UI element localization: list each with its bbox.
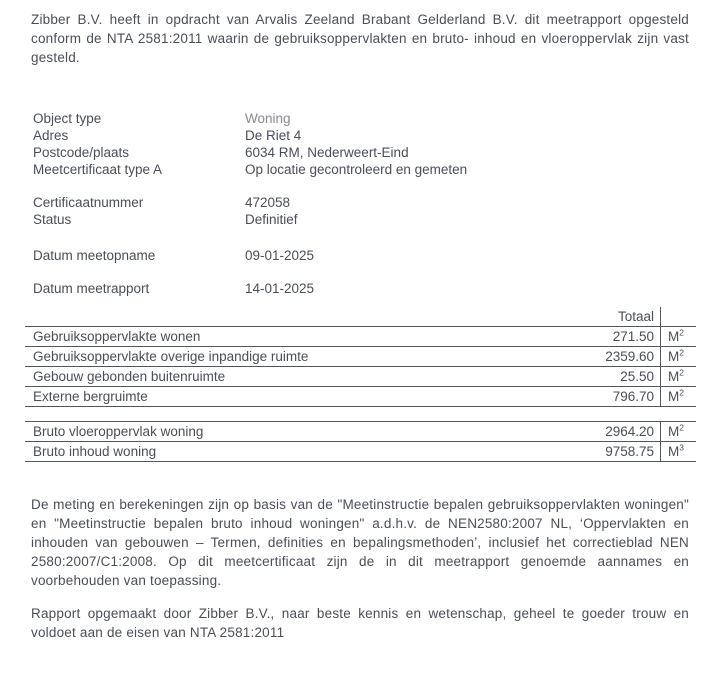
table-row	[25, 421, 696, 442]
detail-row-meetopname	[33, 247, 689, 264]
detail-value: Woning	[245, 111, 291, 126]
detail-value: 14-01-2025	[245, 281, 315, 296]
table-row	[25, 347, 696, 367]
detail-row-status	[33, 211, 689, 228]
detail-row-adres	[33, 127, 689, 144]
detail-row-certificaatnummer	[33, 194, 689, 211]
row-label: Gebouw gebonden buitenruimte	[33, 369, 226, 384]
row-value: 796.70	[612, 389, 654, 404]
row-value: 2964.20	[605, 424, 654, 439]
totaal-header: Totaal	[617, 309, 654, 324]
table-row	[25, 442, 696, 462]
row-unit: $M^3$	[660, 442, 696, 461]
row-value: 25.50	[620, 369, 654, 384]
row-unit: $M^2$	[660, 367, 696, 386]
detail-value: Op locatie gecontroleerd en gemeten	[245, 162, 468, 177]
detail-value: Definitief	[245, 212, 298, 227]
row-unit: $M^2$	[660, 347, 696, 366]
row-value: 271.50	[612, 329, 654, 344]
detail-value: 472058	[245, 195, 291, 210]
row-unit: $M^2$	[660, 422, 696, 441]
detail-value: 09-01-2025	[245, 248, 315, 263]
date-meetopname	[33, 247, 689, 264]
detail-label: Certificaatnummer	[33, 195, 144, 210]
certificate-details	[33, 194, 689, 228]
row-label: Bruto vloeroppervlak woning	[33, 424, 204, 439]
date-meetrapport	[33, 280, 689, 297]
method-paragraph: De meting en berekeningen zijn op basis van de "Meetinstructie bepalen gebruiksoppervlakten woningen" en "Meetinstructie bepalen bruto inhoud woningen" a.d.h.v. de NEN2580:2007 NL, ‘Oppervlakten en inhouden van gebouwen – Termen, definities en bepalingsmethoden’, inclusief het correctieblad NEN 2580:2007/C1:2008. Op dit meetcertificaat zijn de in dit meetrapport genoemde aannames en voorbehouden van toepassing.	[31, 497, 689, 588]
object-details	[33, 110, 689, 178]
detail-row-meetcertificaat	[33, 161, 689, 178]
row-unit: $M^2$	[660, 387, 696, 406]
table-row	[25, 387, 696, 407]
unit-header	[660, 307, 696, 326]
detail-label: Status	[33, 212, 72, 227]
row-unit: $M^2$	[660, 327, 696, 346]
row-value: 9758.75	[605, 444, 654, 459]
row-label: Gebruiksoppervlakte overige inpandige ruimte	[33, 349, 309, 364]
closing-paragraph: Rapport opgemaakt door Zibber B.V., naar beste kennis en wetenschap, geheel te goeder trouw en voldoet aan de eisen van NTA 2581:2011	[31, 606, 689, 640]
detail-label: Adres	[33, 128, 69, 143]
detail-label: Postcode/plaats	[33, 145, 130, 160]
detail-row-object-type	[33, 110, 689, 127]
detail-row-postcode	[33, 144, 689, 161]
table-header-row	[25, 307, 696, 327]
table-section-gap	[25, 407, 696, 421]
detail-row-meetrapport	[33, 280, 689, 297]
detail-label: Datum meetopname	[33, 248, 156, 263]
measurements-table	[25, 307, 696, 462]
table-row	[25, 327, 696, 347]
detail-value: 6034 RM, Nederweert-Eind	[245, 145, 409, 160]
detail-value: De Riet 4	[245, 128, 302, 143]
row-value: 2359.60	[605, 349, 654, 364]
header-spacer	[25, 307, 540, 326]
detail-label: Meetcertificaat type A	[33, 162, 163, 177]
row-label: Bruto inhoud woning	[33, 444, 157, 459]
table-row	[25, 367, 696, 387]
intro-paragraph: Zibber B.V. heeft in opdracht van Arvalis Zeeland Brabant Gelderland B.V. dit meetrapport opgesteld conform de NTA 2581:2011 waarin de gebruiksoppervlakten en bruto- inhoud en vloeroppervlak zijn vast gesteld.	[31, 12, 689, 65]
row-label: Externe bergruimte	[33, 389, 148, 404]
detail-label: Datum meetrapport	[33, 281, 150, 296]
detail-label: Object type	[33, 111, 102, 126]
row-label: Gebruiksoppervlakte wonen	[33, 329, 201, 344]
